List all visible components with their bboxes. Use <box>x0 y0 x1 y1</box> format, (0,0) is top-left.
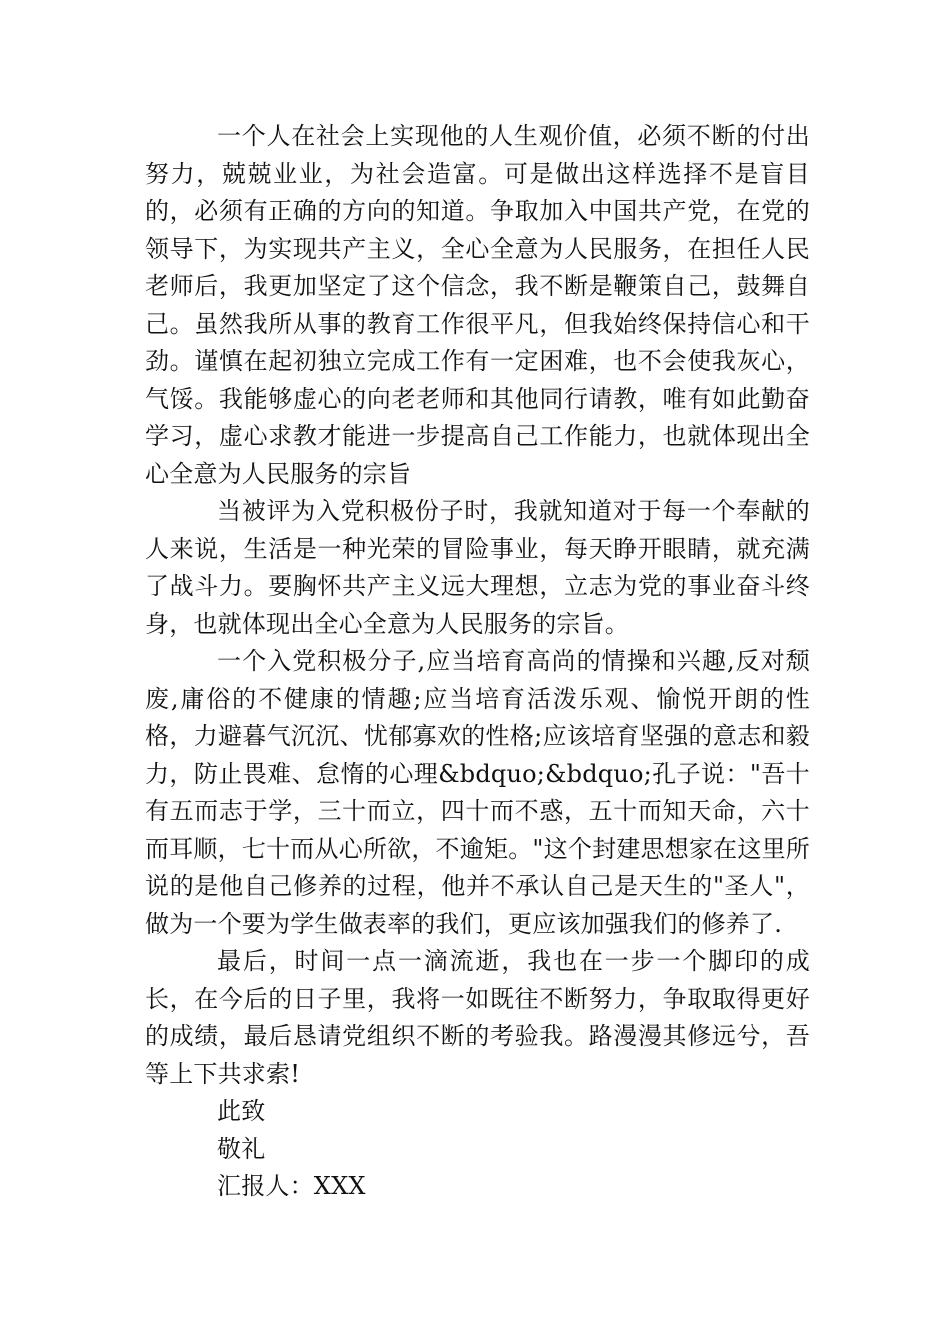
reporter-signature: 汇报人：XXX <box>217 1172 366 1200</box>
closing-salutation: 此致 <box>217 1097 266 1125</box>
paragraph-4: 最后，时间一点一滴流逝，我也在一步一个脚印的成长，在今后的日子里，我将一如既往不断努力，争取取得更好的成绩，最后恳请党组织不断的考验我。路漫漫其修远兮，吾等上下共求索! <box>145 947 810 1088</box>
paragraph-2: 当被评为入党积极份子时，我就知道对于每一个奉献的人来说，生活是一种光荣的冒险事业，每天睁开眼睛，就充满了战斗力。要胸怀共产主义远大理想，立志为党的事业奋斗终身，也就体现出全心全意为人民服务的宗旨。 <box>145 497 810 638</box>
closing-regards: 敬礼 <box>217 1134 266 1163</box>
paragraph-3: 一个入党积极分子,应当培育高尚的情操和兴趣,反对颓废,庸俗的不健康的情趣;应当培育活泼乐观、愉悦开朗的性格，力避暮气沉沉、忧郁寡欢的性格;应该培育坚强的意志和毅力，防止畏难、怠惰的心理&bdquo;&bdquo;孔子说："吾十有五而志于学，三十而立，四十而不惑，五十而知天命，六十而耳顺，七十而从心所欲，不逾矩。"这个封建思想家在这里所说的是他自己修养的过程，他并不承认自己是天生的"圣人"，做为一个要为学生做表率的我们，更应该加强我们的修养了. <box>145 647 810 938</box>
report-body <box>145 118 810 1206</box>
paragraph-1: 一个人在社会上实现他的人生观价值，必须不断的付出努力，兢兢业业，为社会造富。可是做出这样选择不是盲目的，必须有正确的方向的知道。争取加入中国共产党，在党的领导下，为实现共产主义，全心全意为人民服务，在担任人民老师后，我更加坚定了这个信念，我不断是鞭策自己，鼓舞自己。虽然我所从事的教育工作很平凡，但我始终保持信心和干劲。谨慎在起初独立完成工作有一定困难，也不会使我灰心，气馁。我能够虚心的向老老师和其他同行请教，唯有如此勤奋学习，虚心求教才能进一步提高自己工作能力，也就体现出全心全意为人民服务的宗旨 <box>145 122 810 488</box>
